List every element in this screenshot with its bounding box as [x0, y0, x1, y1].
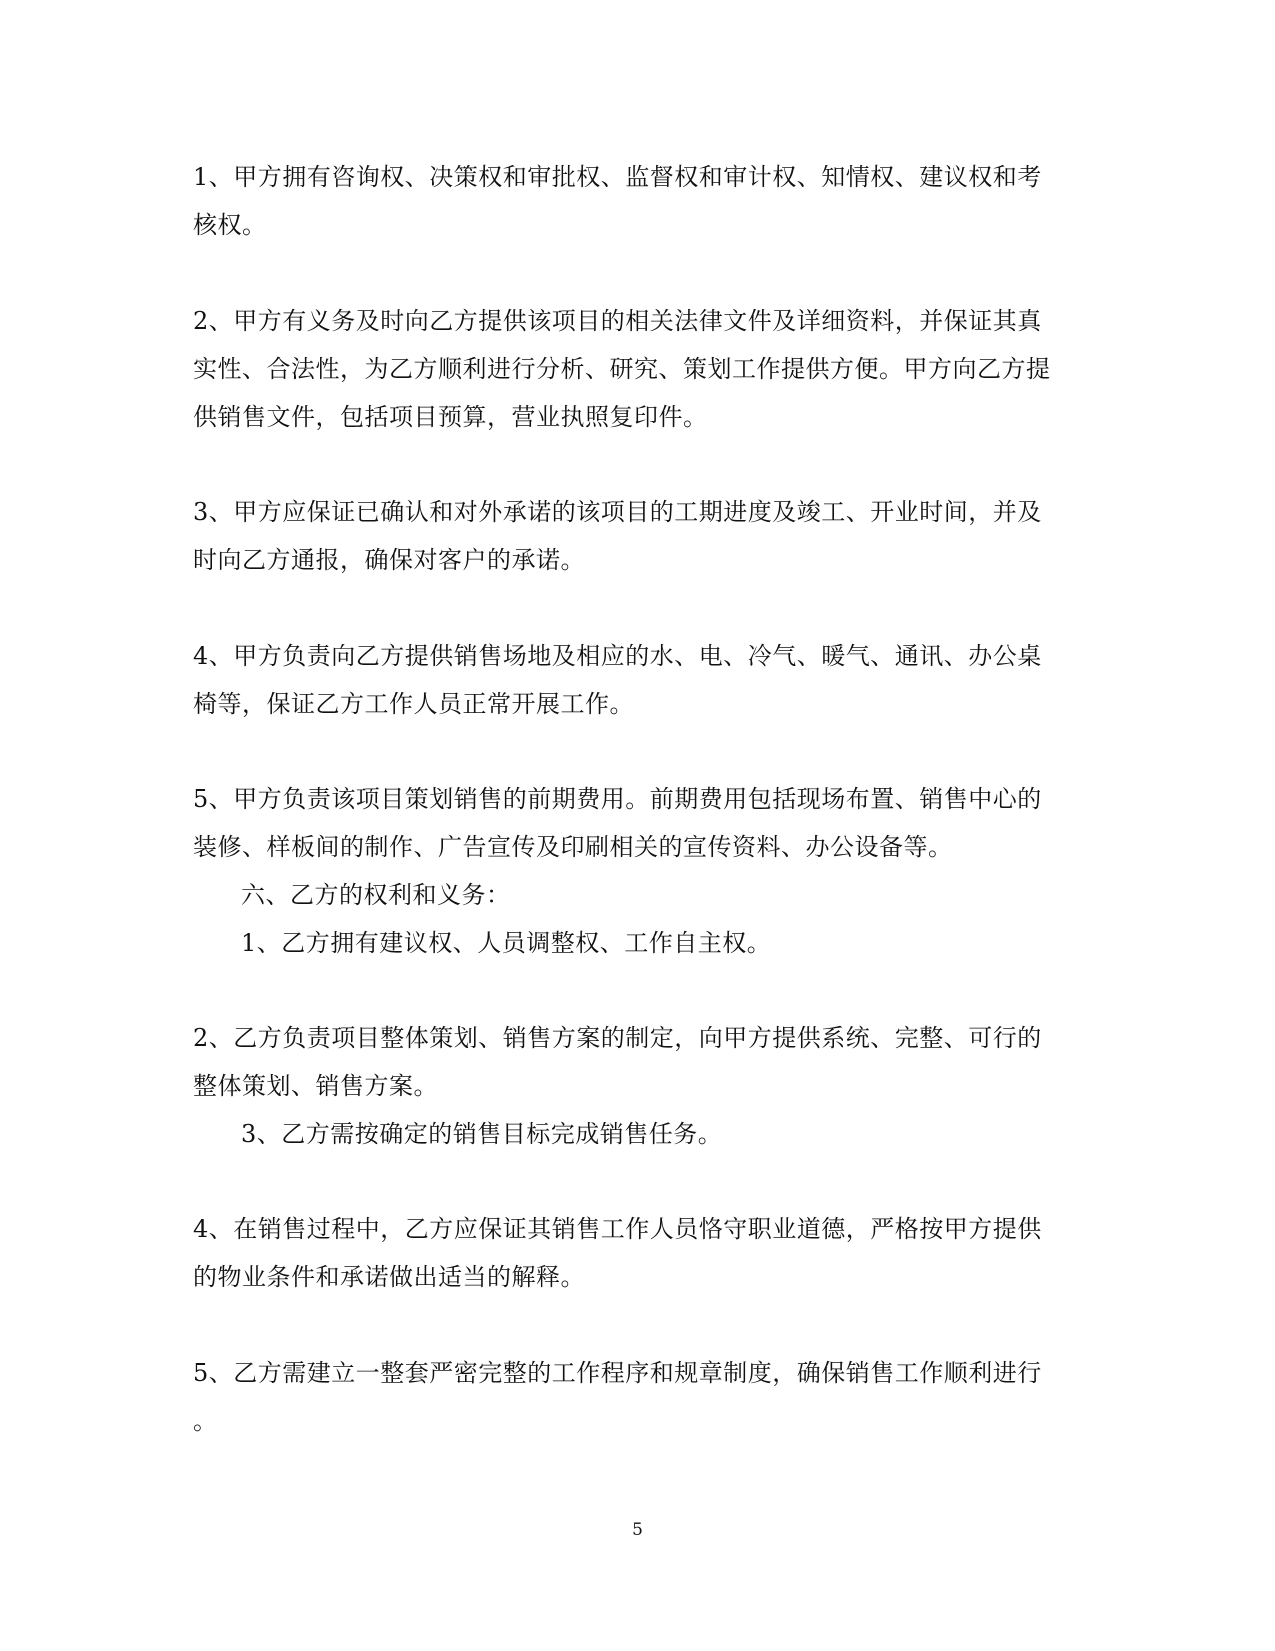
text-line: 整体策划、销售方案。	[193, 1072, 438, 1100]
text-line: 4、甲方负责向乙方提供销售场地及相应的水、电、冷气、暖气、通讯、办公桌	[193, 642, 1042, 670]
text-line: 1、甲方拥有咨询权、决策权和审批权、监督权和审计权、知情权、建议权和考	[193, 163, 1042, 191]
text-line: 1、乙方拥有建议权、人员调整权、工作自主权。	[241, 929, 772, 957]
text-line: 时向乙方通报，确保对客户的承诺。	[193, 546, 585, 574]
text-line: 2、甲方有义务及时向乙方提供该项目的相关法律文件及详细资料，并保证其真	[193, 307, 1042, 335]
text-line: 5、甲方负责该项目策划销售的前期费用。前期费用包括现场布置、销售中心的	[193, 785, 1042, 813]
text-line: 实性、合法性，为乙方顺利进行分析、研究、策划工作提供方便。甲方向乙方提	[193, 355, 1051, 383]
text-line: 3、甲方应保证已确认和对外承诺的该项目的工期进度及竣工、开业时间，并及	[193, 498, 1042, 526]
text-line: 。	[193, 1407, 218, 1435]
text-line: 椅等，保证乙方工作人员正常开展工作。	[193, 690, 634, 718]
section-heading: 六、乙方的权利和义务：	[241, 881, 511, 909]
text-line: 的物业条件和承诺做出适当的解释。	[193, 1263, 585, 1291]
text-line: 供销售文件，包括项目预算，营业执照复印件。	[193, 403, 708, 431]
text-line: 2、乙方负责项目整体策划、销售方案的制定，向甲方提供系统、完整、可行的	[193, 1024, 1042, 1052]
text-line: 装修、样板间的制作、广告宣传及印刷相关的宣传资料、办公设备等。	[193, 833, 953, 861]
page-number: 5	[632, 1520, 643, 1540]
text-line: 核权。	[193, 211, 267, 239]
text-line: 5、乙方需建立一整套严密完整的工作程序和规章制度，确保销售工作顺利进行	[193, 1359, 1042, 1387]
text-line: 4、在销售过程中，乙方应保证其销售工作人员恪守职业道德，严格按甲方提供	[193, 1215, 1042, 1243]
text-line: 3、乙方需按确定的销售目标完成销售任务。	[241, 1120, 723, 1148]
